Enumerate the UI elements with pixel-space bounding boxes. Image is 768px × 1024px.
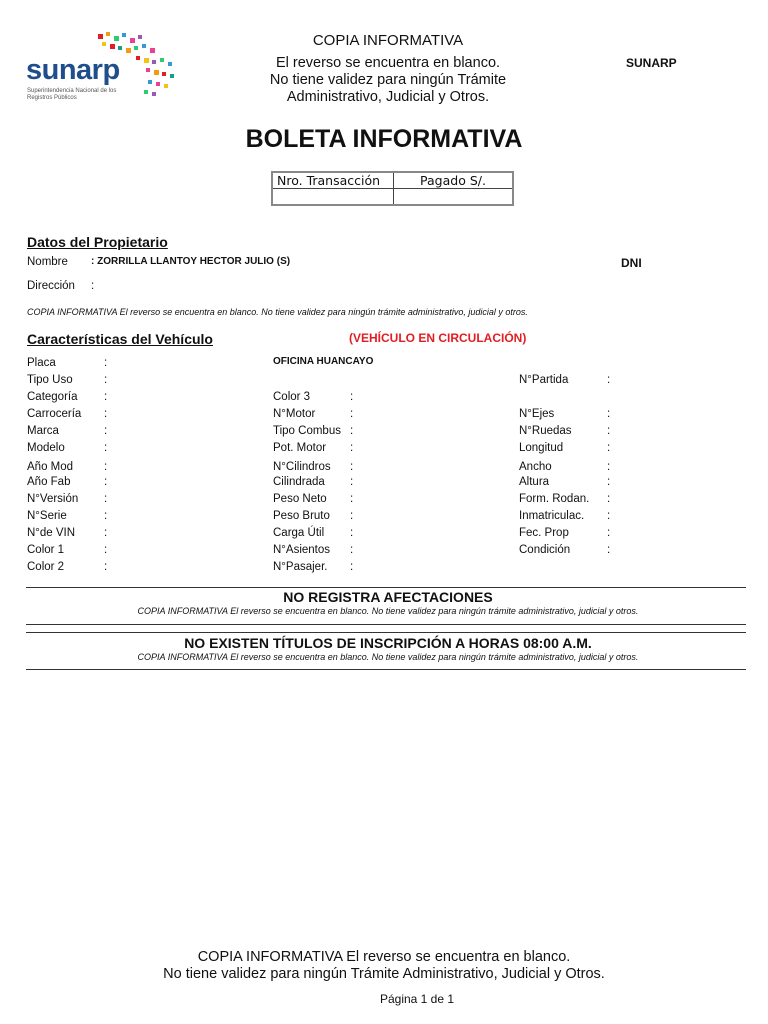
vehicle-section-title: Características del Vehículo [27,331,213,347]
vehicle-field-colon: : [350,408,354,420]
vehicle-field-label: Peso Bruto [273,510,330,522]
vehicle-field-label: N°Motor [273,408,316,420]
vehicle-field-label: Ancho [519,461,552,473]
vehicle-field-label: N°Serie [27,510,67,522]
vehicle-field-label: N°Asientos [273,544,331,556]
owner-section-title: Datos del Propietario [27,234,168,250]
vehicle-field-label: N°Pasajer. [273,561,328,573]
page-number: Página 1 de 1 [379,992,455,1006]
header-line-3: Administrativo, Judicial y Otros. [286,89,490,105]
vehicle-field-colon: : [607,544,611,556]
vehicle-field-colon: : [104,408,108,420]
vehicle-field-colon: : [104,544,108,556]
vehicle-field-label: N°Versión [27,493,79,505]
vehicle-field-colon: : [350,510,354,522]
divider [26,624,746,625]
vehicle-field-label: Fec. Prop [519,527,569,539]
sunarp-tag: SUNARP [626,56,677,70]
vehicle-field-label: Tipo Combus [273,425,341,437]
titulos-title: NO EXISTEN TÍTULOS DE INSCRIPCIÓN A HORAS 08:00 A.M. [184,635,592,651]
vehicle-field-colon: : [104,561,108,573]
footer-line-1: COPIA INFORMATIVA El reverso se encuentra en blanco. [197,949,571,965]
vehicle-field-colon: : [607,476,611,488]
vehicle-field-label: Tipo Uso [27,374,73,386]
vehicle-field-label: Marca [27,425,59,437]
vehicle-field-label: Peso Neto [273,493,327,505]
vehicle-field-label: Año Fab [27,476,71,488]
header-line-2: No tiene validez para ningún Trámite [269,72,507,88]
vehicle-field-label: N°Partida [519,374,569,386]
transaction-table [271,171,514,206]
vehicle-field-colon: : [104,391,108,403]
vehicle-field-label: Color 2 [27,561,65,573]
vehicle-field-colon: : [607,425,611,437]
vehicle-field-colon: : [350,391,354,403]
vehicle-status: (VEHÍCULO EN CIRCULACIÓN) [349,331,527,345]
vehicle-field-label: Categoría [27,391,78,403]
paid-header: Pagado S/. [394,172,514,189]
divider [26,669,746,670]
vehicle-field-colon: : [104,442,108,454]
vehicle-field-colon: : [104,510,108,522]
vehicle-field-label: Inmatriculac. [519,510,585,522]
titulos-note: COPIA INFORMATIVA El reverso se encuentra en blanco. No tiene validez para ningún trámite administrativo, judicial y otros. [137,652,639,662]
owner-note: COPIA INFORMATIVA El reverso se encuentra en blanco. No tiene validez para ningún trámite administrativo, judicial y otros. [27,307,528,317]
vehicle-field-colon: : [350,442,354,454]
paid-value [394,189,514,206]
logo-text: sunarp [26,54,120,86]
vehicle-field-label: Carga Útil [273,527,325,539]
vehicle-field-colon: : [104,374,108,386]
vehicle-field-colon: : [607,510,611,522]
afectaciones-title: NO REGISTRA AFECTACIONES [283,589,493,605]
page-title: BOLETA INFORMATIVA [245,125,523,153]
header-line-1: El reverso se encuentra en blanco. [275,55,501,71]
vehicle-field-colon: : [607,374,611,386]
office-name: OFICINA HUANCAYO [273,356,374,367]
afectaciones-note: COPIA INFORMATIVA El reverso se encuentra en blanco. No tiene validez para ningún trámite administrativo, judicial y otros. [137,606,639,616]
vehicle-field-colon: : [104,527,108,539]
vehicle-field-colon: : [350,425,354,437]
vehicle-field-label: N°de VIN [27,527,76,539]
vehicle-field-colon: : [607,493,611,505]
vehicle-field-label: N°Ruedas [519,425,572,437]
address-colon: : [91,280,95,292]
vehicle-field-colon: : [104,493,108,505]
vehicle-field-colon: : [104,461,108,473]
divider [26,587,746,588]
vehicle-field-label: Longitud [519,442,564,454]
vehicle-field-colon: : [104,357,108,369]
vehicle-field-colon: : [350,493,354,505]
vehicle-field-colon: : [350,561,354,573]
owner-name-value: : ZORRILLA LLANTOY HECTOR JULIO (S) [91,256,291,267]
vehicle-field-colon: : [607,461,611,473]
vehicle-field-colon: : [104,476,108,488]
vehicle-field-label: Condición [519,544,571,556]
vehicle-field-colon: : [350,544,354,556]
vehicle-field-label: Color 3 [273,391,311,403]
vehicle-field-colon: : [350,476,354,488]
transaction-value [272,189,394,206]
vehicle-field-label: Modelo [27,442,65,454]
footer-line-2: No tiene validez para ningún Trámite Administrativo, Judicial y Otros. [163,966,605,982]
vehicle-field-colon: : [607,527,611,539]
dni-label: DNI [621,256,642,270]
header-title: COPIA INFORMATIVA [312,32,464,49]
vehicle-field-label: Form. Rodan. [519,493,590,505]
vehicle-field-label: Placa [27,357,56,369]
vehicle-field-label: Año Mod [27,461,74,473]
vehicle-field-colon: : [350,527,354,539]
divider [26,632,746,633]
vehicle-field-label: Pot. Motor [273,442,327,454]
vehicle-field-colon: : [104,425,108,437]
vehicle-field-label: Cilindrada [273,476,325,488]
vehicle-field-label: N°Cilindros [273,461,331,473]
vehicle-field-colon: : [350,461,354,473]
vehicle-field-label: N°Ejes [519,408,555,420]
logo-subtitle: Superintendencia Nacional de los Registros Públicos [27,88,117,101]
vehicle-field-label: Carrocería [27,408,82,420]
vehicle-field-colon: : [607,442,611,454]
owner-name-label: Nombre [27,256,68,268]
transaction-header: Nro. Transacción [272,172,394,189]
vehicle-field-label: Altura [519,476,550,488]
address-label: Dirección [27,280,75,292]
vehicle-field-label: Color 1 [27,544,65,556]
vehicle-field-colon: : [607,408,611,420]
